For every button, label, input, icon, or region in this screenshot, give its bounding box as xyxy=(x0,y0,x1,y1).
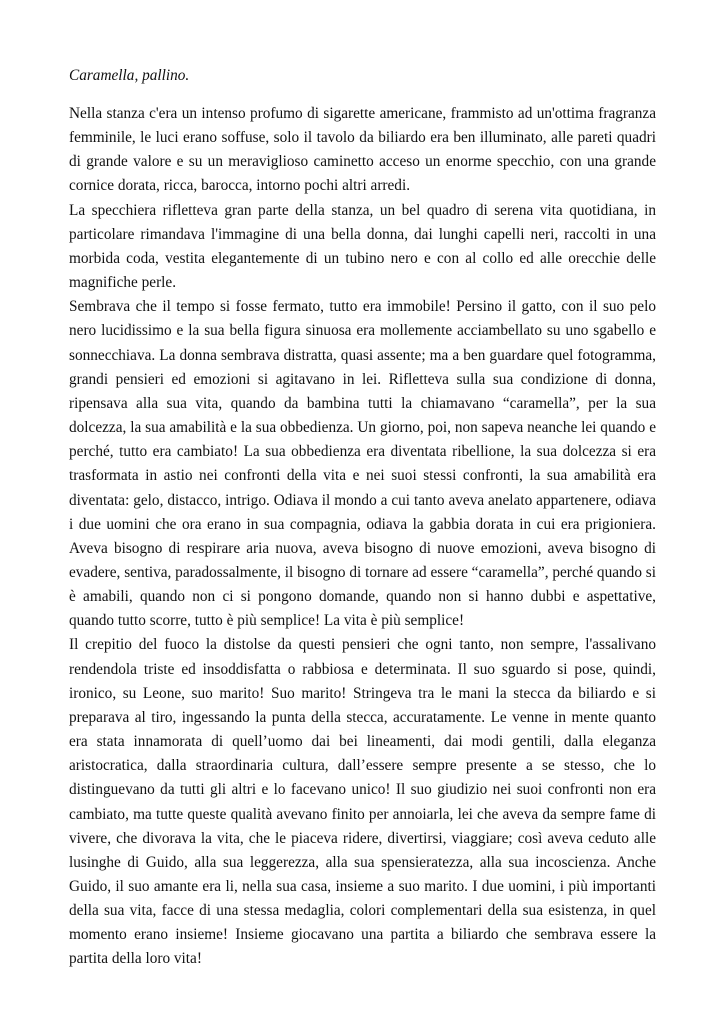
story-body xyxy=(69,102,656,972)
story-title: Caramella, pallino. xyxy=(69,67,190,84)
paragraph-3: Sembrava che il tempo si fosse fermato, tutto era immobile! Persino il gatto, con il suo pelo nero lucidissimo e la sua bella figura sinuosa era mollemente acciambellato su uno sgabello e sonnecchiava. La donna sembrava distratta, quasi assente; ma a ben guardare quel fotogramma, grandi pensieri ed emozioni si agitavano in lei. Rifletteva sulla sua condizione di donna, ripensava alla sua vita, quando da bambina tutti la chiamavano “caramella”, per la sua dolcezza, la sua amabilità e la sua obbedienza. Un giorno, poi, non sapeva neanche lei quando e perché, tutto era cambiato! La sua obbedienza era diventata ribellione, la sua dolcezza si era trasformata in astio nei confronti della vita e nei suoi stessi confronti, la sua amabilità era diventata: gelo, distacco, intrigo. Odiava il mondo a cui tanto aveva anelato appartenere, odiava i due uomini che ora erano in sua compagnia, odiava la gabbia dorata in cui era prigioniera. Aveva bisogno di respirare aria nuova, aveva bisogno di nuove emozioni, aveva bisogno di evadere, sentiva, paradossalmente, il bisogno di tornare ad essere “caramella”, perché quando si è amabili, quando non ci si pongono domande, quando non si hanno dubbi e aspettative, quando tutto scorre, tutto è più semplice! La vita è più semplice! xyxy=(69,298,656,630)
paragraph-4: Il crepitio del fuoco la distolse da questi pensieri che ogni tanto, non sempre, l'assalivano rendendola triste ed insoddisfatta o rabbiosa e determinata. Il suo sguardo si pose, quindi, ironico, su Leone, suo marito! Suo marito! Stringeva tra le mani la stecca da biliardo e si preparava al tiro, ingessando la punta della stecca, accuratamente. Le venne in mente quanto era stata innamorata di quell’uomo dai bei lineamenti, dai modi gentili, dalla eleganza aristocratica, dalla straordinaria cultura, dall’essere sempre presente a se stesso, che lo distinguevano da tutti gli altri e lo facevano unico! Il suo giudizio nei suoi confronti non era cambiato, ma tutte queste qualità avevano finito per annoiarla, lei che aveva da sempre fame di vivere, che divorava la vita, che le piaceva ridere, divertirsi, viaggiare; così aveva ceduto alle lusinghe di Guido, alla sua leggerezza, alla sua spensieratezza, alla sua incoscienza. Anche Guido, il suo amante era li, nella sua casa, insieme a suo marito. I due uomini, i più importanti della sua vita, facce di una stessa medaglia, colori complementari della sua esistenza, in quel momento erano insieme! Insieme giocavano una partita a biliardo che sembrava essere la partita della loro vita! xyxy=(69,636,656,968)
paragraph-1: Nella stanza c'era un intenso profumo di sigarette americane, frammisto ad un'ottima fragranza femminile, le luci erano soffuse, solo il tavolo da biliardo era ben illuminato, alle pareti quadri di grande valore e su un meraviglioso caminetto acceso un enorme specchio, con una grande cornice dorata, ricca, barocca, intorno pochi altri arredi. xyxy=(69,105,656,195)
paragraph-2: La specchiera rifletteva gran parte della stanza, un bel quadro di serena vita quotidiana, in particolare rimandava l'immagine di una bella donna, dai lunghi capelli neri, raccolti in una morbida coda, vestita elegantemente di un tubino nero e con al collo ed alle orecchie delle magnifiche perle. xyxy=(69,201,656,292)
document-page xyxy=(69,64,656,972)
